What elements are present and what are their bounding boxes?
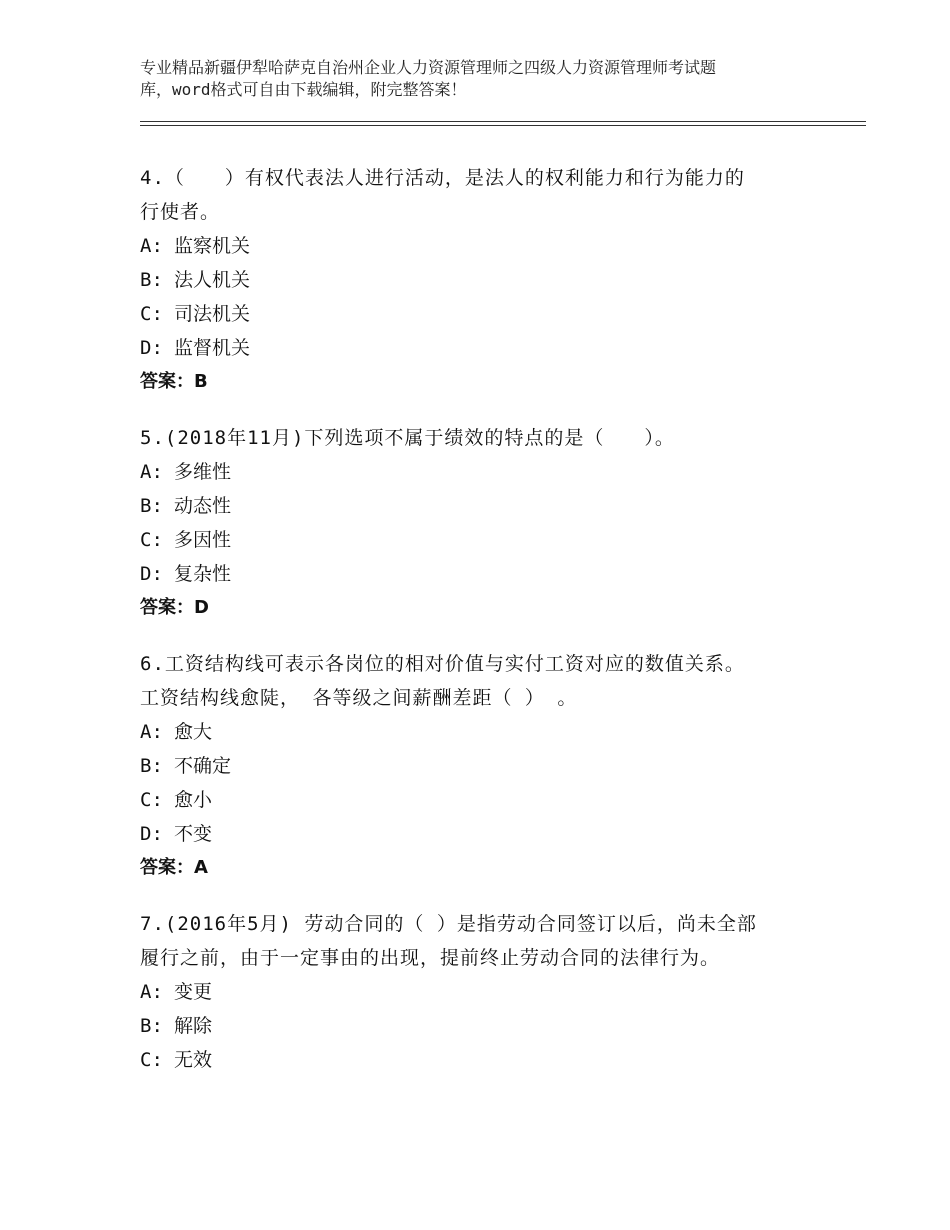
option-text: 动态性 — [174, 495, 232, 517]
option-a — [140, 455, 830, 489]
option-text: 变更 — [174, 981, 213, 1003]
question-list — [140, 161, 830, 1099]
option-text: 监督机关 — [174, 337, 251, 359]
option-text: 多维性 — [174, 461, 232, 483]
option-b — [140, 1009, 830, 1043]
option-text: 愈大 — [174, 721, 213, 743]
stem-line: 工资结构线愈陡， 各等级之间薪酬差距（ ） 。 — [140, 687, 578, 709]
option-a — [140, 715, 830, 749]
option-d — [140, 557, 830, 591]
header-rule-bottom — [140, 125, 866, 126]
stem-line: 履行之前，由于一定事由的出现，提前终止劳动合同的法律行为。 — [140, 947, 721, 969]
option-text: 法人机关 — [174, 269, 251, 291]
option-b — [140, 263, 830, 297]
stem-line: 6.工资结构线可表示各岗位的相对价值与实付工资对应的数值关系。 — [140, 653, 745, 675]
question-6 — [140, 647, 830, 885]
question-stem — [140, 907, 830, 975]
option-key: C: — [140, 789, 163, 811]
option-key: B: — [140, 1015, 163, 1037]
option-key: A: — [140, 981, 163, 1003]
option-text: 解除 — [174, 1015, 213, 1037]
header-line-2: 库，word格式可自由下载编辑，附完整答案！ — [140, 80, 467, 99]
question-stem — [140, 647, 830, 715]
option-text: 监察机关 — [174, 235, 251, 257]
option-text: 复杂性 — [174, 563, 232, 585]
option-key: D: — [140, 563, 163, 585]
stem-line: 行使者。 — [140, 201, 221, 223]
question-4 — [140, 161, 830, 399]
option-key: C: — [140, 1049, 163, 1071]
answer-line: 答案：B — [140, 371, 208, 392]
question-5 — [140, 421, 830, 625]
option-a — [140, 975, 830, 1009]
option-key: B: — [140, 495, 163, 517]
option-a — [140, 229, 830, 263]
option-text: 无效 — [174, 1049, 213, 1071]
option-d — [140, 817, 830, 851]
stem-line: 4.（ ）有权代表法人进行活动，是法人的权利能力和行为能力的 — [140, 167, 745, 189]
option-c — [140, 1043, 830, 1077]
option-c — [140, 783, 830, 817]
question-7 — [140, 907, 830, 1077]
answer-line: 答案：A — [140, 857, 208, 878]
option-key: A: — [140, 461, 163, 483]
option-text: 多因性 — [174, 529, 232, 551]
option-key: C: — [140, 303, 163, 325]
option-c — [140, 523, 830, 557]
option-key: B: — [140, 269, 163, 291]
stem-line: 5.(2018年11月)下列选项不属于绩效的特点的是（ ）。 — [140, 427, 675, 449]
option-text: 不确定 — [174, 755, 232, 777]
header-line-1: 专业精品新疆伊犁哈萨克自治州企业人力资源管理师之四级人力资源管理师考试题 — [140, 58, 717, 77]
option-key: A: — [140, 721, 163, 743]
document-header — [140, 57, 840, 101]
option-text: 愈小 — [174, 789, 213, 811]
option-d — [140, 331, 830, 365]
option-text: 不变 — [174, 823, 213, 845]
option-key: B: — [140, 755, 163, 777]
option-b — [140, 749, 830, 783]
option-b — [140, 489, 830, 523]
stem-line: 7.(2016年5月) 劳动合同的（ ）是指劳动合同签订以后，尚未全部 — [140, 913, 757, 935]
option-key: A: — [140, 235, 163, 257]
question-stem — [140, 161, 830, 229]
option-key: C: — [140, 529, 163, 551]
option-key: D: — [140, 823, 163, 845]
answer-line: 答案：D — [140, 597, 209, 618]
question-stem — [140, 421, 830, 455]
option-text: 司法机关 — [174, 303, 251, 325]
option-c — [140, 297, 830, 331]
header-rule-top — [140, 121, 866, 122]
option-key: D: — [140, 337, 163, 359]
